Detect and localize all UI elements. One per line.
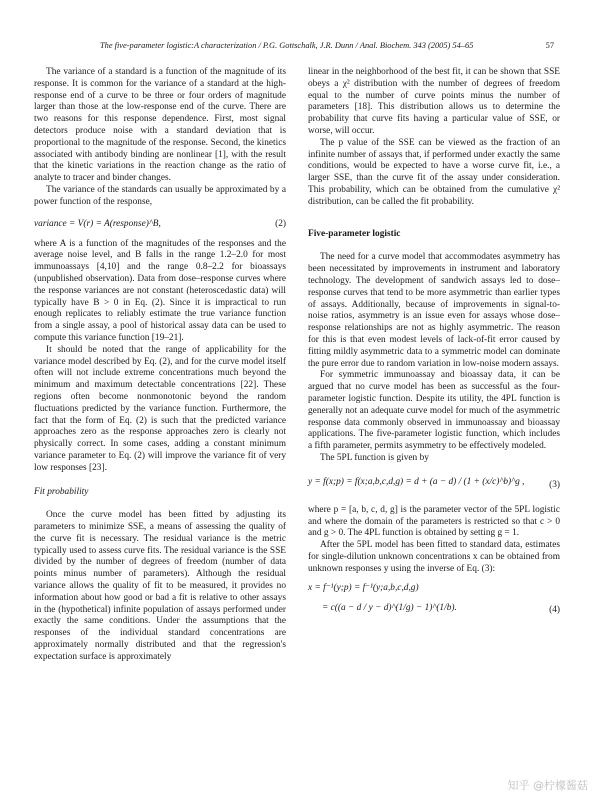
right-column xyxy=(308,67,560,627)
left-column xyxy=(34,67,286,664)
equation-body: x = f⁻¹(y;p) = f⁻¹(y;a,b,c,d,g) xyxy=(308,583,419,594)
equation-3 xyxy=(308,471,560,501)
equation-2 xyxy=(34,215,286,235)
paragraph: Once the curve model has been fitted by adjusting its parameters to minimize SSE, a means of assessing the quality of the curve fit is necessary. The residual variance is the metric typically used to assess curve fits. The residual variance is the SSE divided by the number of degrees of freedom (number of data points minus number of parameters). Although the residual variance allows the quality of fit to be measured, it provides no information about how good or bad a fit is relative to other assays in the (hypothetical) infinite population of assays performed under exactly the same conditions. Under the assumptions that the responses of the individual standard concentrations are approximately normally distributed and that the regression's expectation surface is approximately xyxy=(34,510,286,662)
equation-4 xyxy=(308,581,560,623)
watermark: 知乎 @柠檬酱菇 xyxy=(507,779,588,792)
equation-number: (3) xyxy=(549,479,560,490)
running-title: The five-parameter logistic:A characterization / P.G. Gottschalk, J.R. Dunn / Anal. Biochem. 343 (2005) 54–65 xyxy=(100,41,474,50)
paragraph: It should be noted that the range of applicability for the variance model described by Eq. (2), and for the curve model itself often will not include extreme concentrations much beyond the minimum and maximum detectable concentrations [22]. These regions often become nonmonotonic beyond the random fluctuations predicted by the variance function. Furthermore, the fact that the form of Eq. (2) is such that the predicted variance approaches zero as the response approaches zero is clearly not physically correct. In some cases, adding a constant minimum variance parameter to Eq. (2) will improve the variance fit of very low responses [23]. xyxy=(34,344,286,473)
paragraph: After the 5PL model has been fitted to standard data, estimates for single-dilution unknown concentrations x can be obtained from unknown responses y using the inverse of Eq. (3): xyxy=(308,540,560,574)
section-heading: Fit probability xyxy=(34,486,89,497)
equation-number: (2) xyxy=(275,218,286,229)
equation-number: (4) xyxy=(549,605,560,616)
paragraph: The variance of the standards can usually be approximated by a power function of the response, xyxy=(34,184,286,207)
paragraph: For symmetric immunoassay and bioassay data, it can be argued that no curve model has been as successful as the four-parameter logistic function. Despite its utility, the 4PL function is generally not an adequate curve model for much of the asymmetric response data commonly observed in immunoassay and bioassay applications. The five-parameter logistic function, which includes a fifth parameter, permits asymmetry to be effectively modeled. xyxy=(308,370,560,452)
running-header xyxy=(34,41,554,55)
equation-body: variance = V(r) = A(response)^B, xyxy=(34,218,161,229)
paragraph: The need for a curve model that accommodates asymmetry has been necessitated by improvements in instrument and laboratory technology. The development of sandwich assays led to dose–response curves that tend to be more asymmetric than earlier types of assays. Additionally, because of improvements in signal-to-noise ratios, asymmetry is an issue even for assays whose dose–response relationships are not as highly asymmetric. The reason for this is that even modest levels of lack-of-fit error caused by fitting mildly asymmetric data to a symmetric model can dominate the pure error due to random variation in low-noise modern assays. xyxy=(308,252,560,369)
page-number: 57 xyxy=(545,41,554,50)
section-heading: Five-parameter logistic xyxy=(308,228,401,239)
equation-body: = c((a − d / y − d)^(1/g) − 1)^(1/b). xyxy=(322,603,457,614)
paragraph: The variance of a standard is a function of the magnitude of its response. It is common for the variance of a standard at the high-response end of a curve to be three or four orders of magnitude larger than those at the low-response end of the curve. There are two reasons for this response dependence. First, most signal detectors produce noise with a standard deviation that is proportional to the magnitude of the response. Second, the kinetics associated with antibody binding are nonlinear [1], with the result that the kinetic variations in the reaction change as the ratio of analyte to tracer and binder changes. xyxy=(34,67,286,184)
paragraph: The 5PL function is given by xyxy=(320,452,429,463)
paragraph: The p value of the SSE can be viewed as the fraction of an infinite number of assays that, if performed under exactly the same conditions, would be expected to have a worse curve fit, i.e., a larger SSE, than the curve fit of the assay under consideration. This probability, which can be obtained from the cumulative χ² distribution, can be called the fit probability. xyxy=(308,137,560,207)
paragraph: where p = [a, b, c, d, g] is the parameter vector of the 5PL logistic and where the domain of the parameters is restricted so that c > 0 and g > 0. The 4PL function is obtained by setting g = 1. xyxy=(308,504,560,539)
paragraph: linear in the neighborhood of the best fit, it can be shown that SSE obeys a χ² distribution with the number of degrees of freedom equal to the number of curve points minus the number of parameters [18]. This distribution allows us to determine the probability that curve fits having a particular value of SSE, or worse, will occur. xyxy=(308,67,560,136)
equation-body: y = f(x;p) = f(x;a,b,c,d,g) = d + (a − d) / (1 + (x/c)^b)^g , xyxy=(308,476,525,487)
paragraph: where A is a function of the magnitudes of the responses and the average noise level, and B falls in the range 1.2–2.0 for most immunoassays [4,10] and the range 0.8–2.2 for bioassays (unpublished observation). Data from dose–response curves where the response variances are not constant (heteroscedastic data) will typically have B > 0 in Eq. (2). Since it is impractical to run enough replicates to reliably estimate the true variance function from a single assay, a pool of historical assay data can be used to compute this variance function [19–21]. xyxy=(34,238,286,343)
